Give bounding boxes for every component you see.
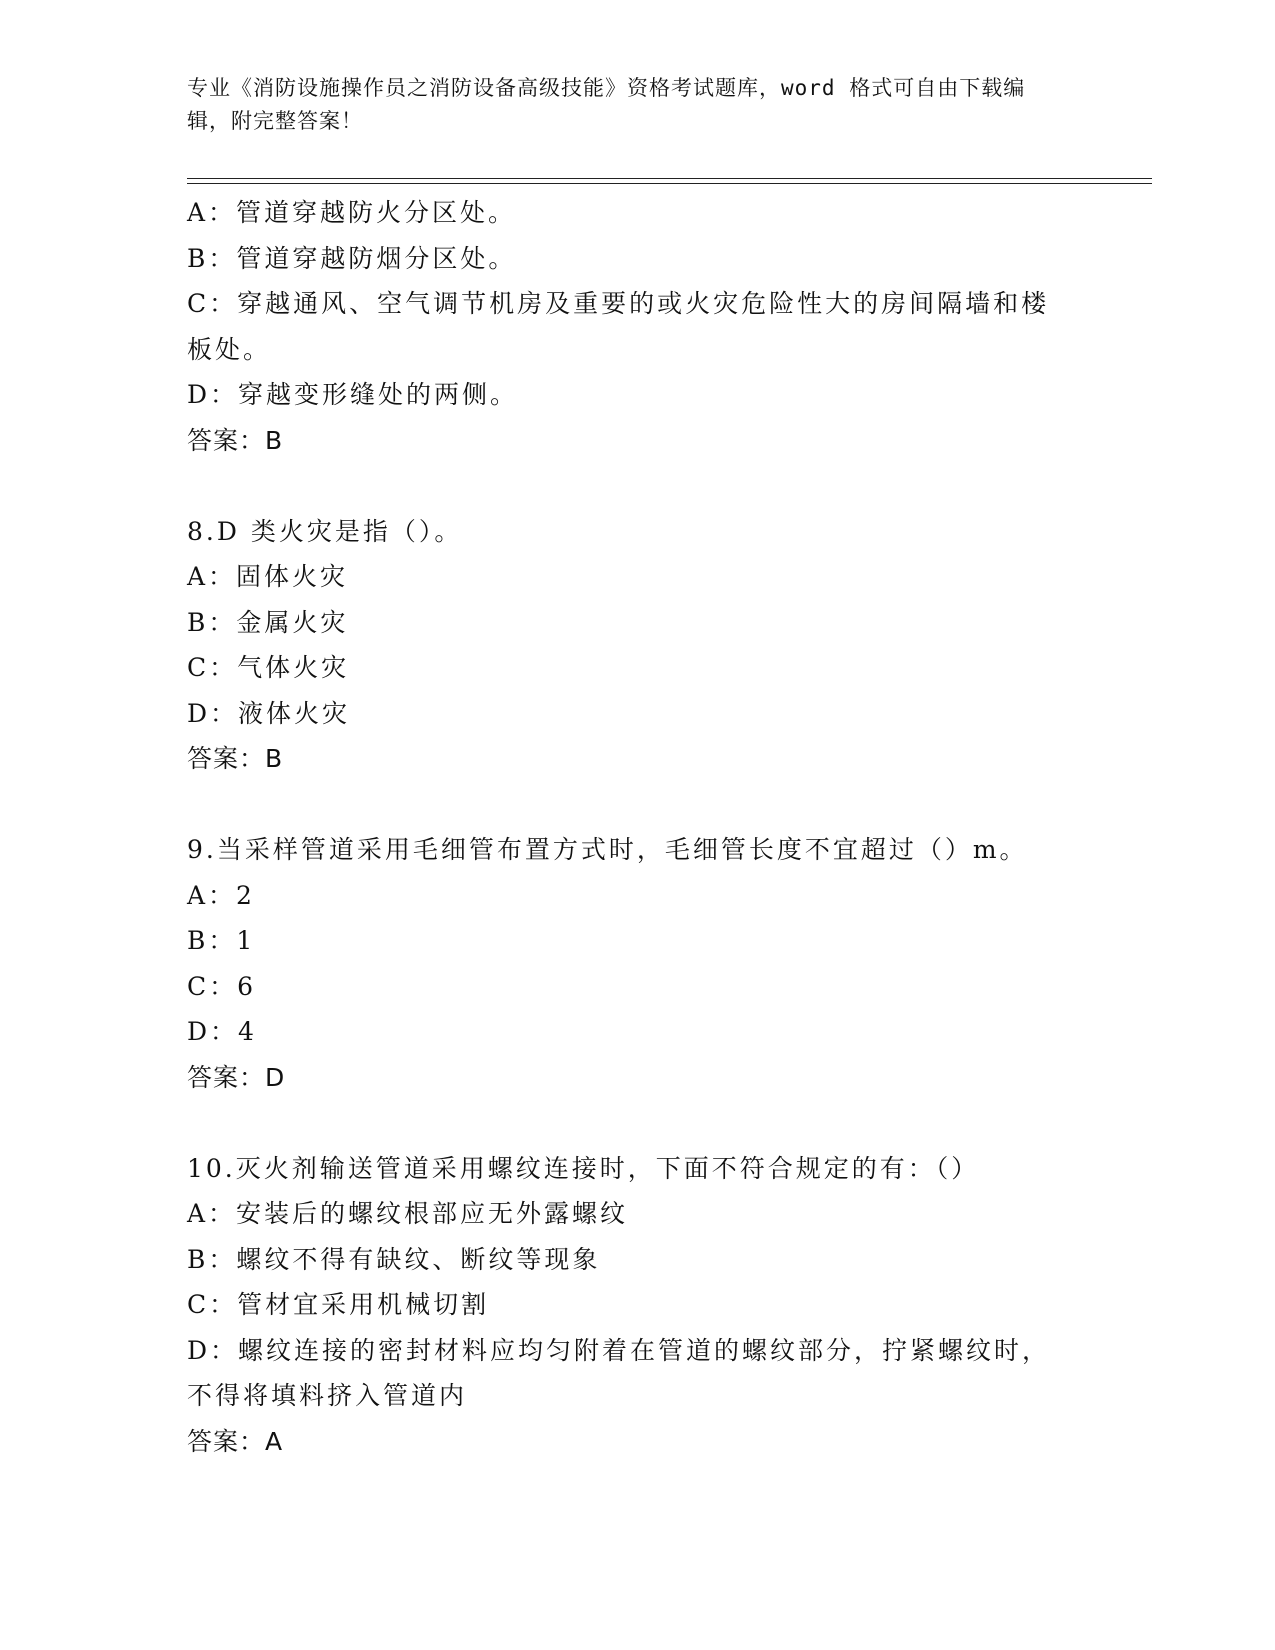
option-b: B：1 <box>187 926 256 955</box>
spacer <box>187 1100 1087 1146</box>
option-d: D：4 <box>187 1017 257 1046</box>
answer: 答案：B <box>187 425 284 455</box>
option-c: C：6 <box>187 971 257 1001</box>
question-text: 8.D 类火灾是指（）。 <box>187 516 463 546</box>
question-block-7 <box>187 190 1087 463</box>
header-divider-bottom <box>187 183 1152 184</box>
answer: 答案：D <box>187 1062 286 1092</box>
option-b: B：金属火灾 <box>187 607 349 637</box>
option-c: C：气体火灾 <box>187 653 350 682</box>
header-divider-top <box>187 178 1152 179</box>
option-c: C：穿越通风、空气调节机房及重要的或火灾危险性大的房间隔墙和楼 <box>187 289 1050 318</box>
question-list <box>187 190 1087 1464</box>
question-block-9 <box>187 827 1087 1100</box>
question-text: 9.当采样管道采用毛细管布置方式时，毛细管长度不宜超过（）m。 <box>187 835 1028 864</box>
option-a: A：固体火灾 <box>187 562 349 591</box>
question-text: 10.灭火剂输送管道采用螺纹连接时，下面不符合规定的有：（） <box>187 1153 980 1183</box>
option-b: B：螺纹不得有缺纹、断纹等现象 <box>187 1244 601 1274</box>
document-header: 专业《消防设施操作员之消防设备高级技能》资格考试题库，word 格式可自由下载编辑，附完整答案！ <box>187 76 1026 133</box>
answer: 答案：A <box>187 1426 284 1456</box>
option-a: A：管道穿越防火分区处。 <box>187 198 517 227</box>
option-a: A：2 <box>187 880 255 910</box>
option-c: C：管材宜采用机械切割 <box>187 1290 490 1319</box>
option-d: D：螺纹连接的密封材料应均匀附着在管道的螺纹部分，拧紧螺纹时， <box>187 1335 1051 1365</box>
answer: 答案：B <box>187 744 284 773</box>
option-d: D：穿越变形缝处的两侧。 <box>187 380 519 409</box>
question-block-8 <box>187 509 1087 782</box>
option-b: B：管道穿越防烟分区处。 <box>187 243 517 273</box>
option-d: D：液体火灾 <box>187 698 351 728</box>
option-a: A：安装后的螺纹根部应无外露螺纹 <box>187 1199 629 1228</box>
option-c-continuation: 板处。 <box>187 334 272 364</box>
spacer <box>187 782 1087 828</box>
option-d-continuation: 不得将填料挤入管道内 <box>187 1381 468 1410</box>
spacer <box>187 463 1087 509</box>
question-block-10 <box>187 1146 1087 1465</box>
